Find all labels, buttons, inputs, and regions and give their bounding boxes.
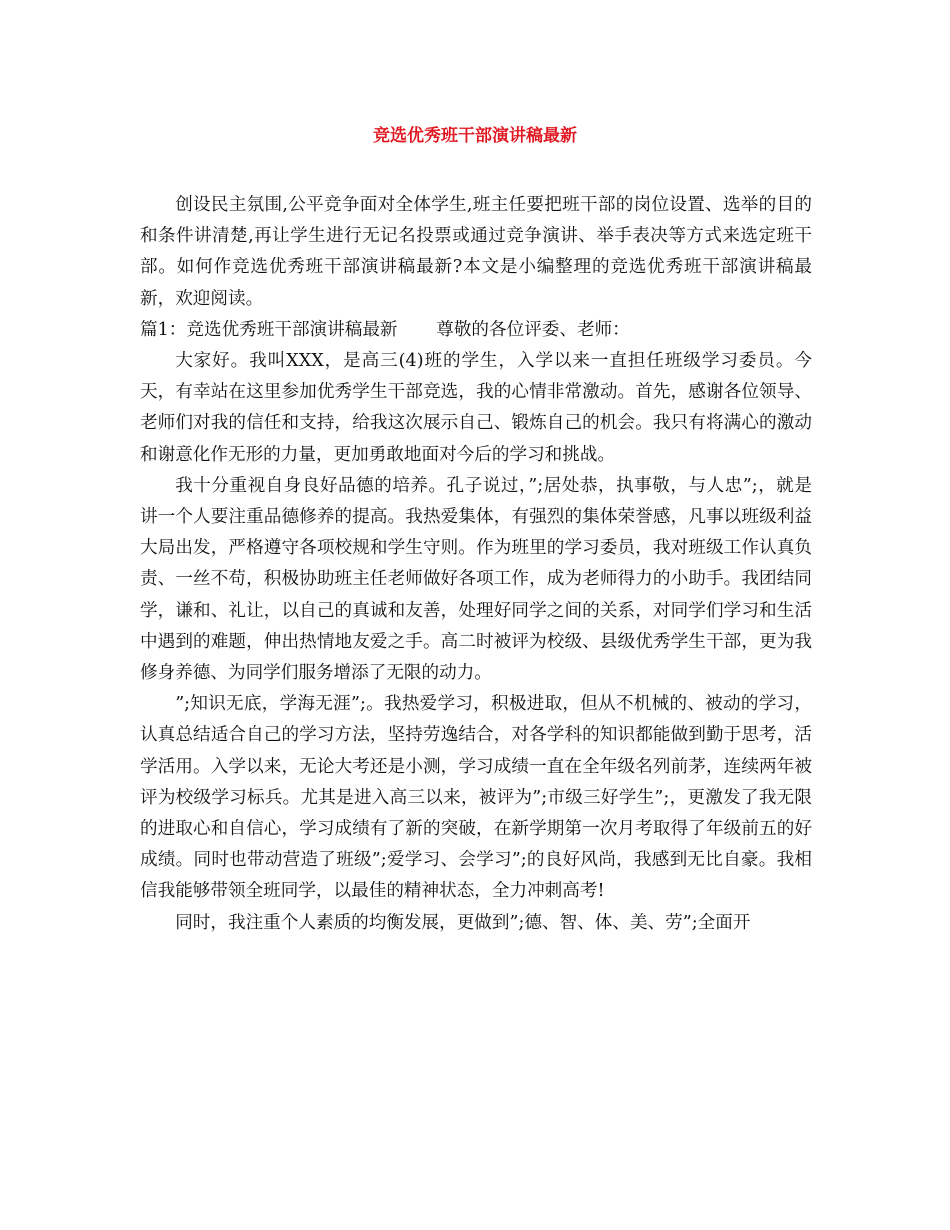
section-heading: 篇1：竞选优秀班干部演讲稿最新	[140, 319, 398, 340]
body-paragraph: 我十分重视自身良好品德的培养。孔子说过，”;居处恭，执事敬，与人忠”;，就是讲一个人要注重品德修养的提高。我热爱集体，有强烈的集体荣誉感，凡事以班级利益大局出发，严格遵守各项校规和学生守则。作为班里的学习委员，我对班级工作认真负责、一丝不苟，积极协助班主任老师做好各项工作，成为老师得力的小助手。我团结同学，谦和、礼让，以自己的真诚和友善，处理好同学之间的关系，对同学们学习和生活中遇到的难题，伸出热情地友爱之手。高二时被评为校级、县级优秀学生干部，更为我修身养德、为同学们服务增添了无限的动力。	[140, 475, 812, 684]
salutation: 尊敬的各位评委、老师：	[436, 319, 630, 340]
document-body	[140, 190, 812, 939]
intro-paragraph: 创设民主氛围,公平竞争面对全体学生,班主任要把班干部的岗位设置、选举的目的和条件讲清楚,再让学生进行无记名投票或通过竞争演讲、举手表决等方式来选定班干部。如何作竞选优秀班干部演讲稿最新?本文是小编整理的竞选优秀班干部演讲稿最新，欢迎阅读。	[140, 195, 812, 309]
section-heading-line	[140, 315, 812, 346]
body-paragraph: 同时，我注重个人素质的均衡发展，更做到”;德、智、体、美、劳”;全面开	[175, 912, 751, 933]
document-title: 竞选优秀班干部演讲稿最新	[373, 126, 577, 146]
body-paragraph: 大家好。我叫XXX，是高三(4)班的学生，入学以来一直担任班级学习委员。今天，有幸站在这里参加优秀学生干部竞选，我的心情非常激动。首先，感谢各位领导、老师们对我的信任和支持，给我这次展示自己、锻炼自己的机会。我只有将满心的激动和谢意化作无形的力量，更加勇敢地面对今后的学习和挑战。	[140, 351, 812, 465]
body-paragraph: ”;知识无底，学海无涯”;。我热爱学习，积极进取，但从不机械的、被动的学习，认真总结适合自己的学习方法，坚持劳逸结合，对各学科的知识都能做到勤于思考，活学活用。入学以来，无论大考还是小测，学习成绩一直在全年级名列前茅，连续两年被评为校级学习标兵。尤其是进入高三以来，被评为”;市级三好学生”;，更激发了我无限的进取心和自信心，学习成绩有了新的突破，在新学期第一次月考取得了年级前五的好成绩。同时也带动营造了班级”;爱学习、会学习”;的良好风尚，我感到无比自豪。我相信我能够带领全班同学，以最佳的精神状态，全力冲刺高考!	[140, 694, 812, 902]
